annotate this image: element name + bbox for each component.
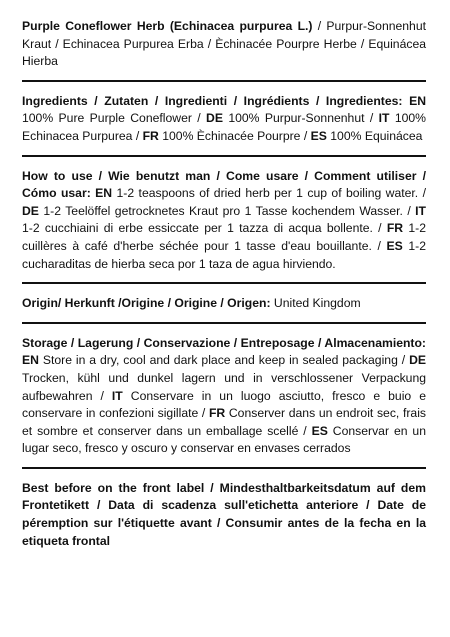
ingredient-text-es: 100% Equinácea: [326, 128, 423, 143]
usage-text-de: 1-2 Teelöffel getrocknetes Kraut pro 1 Tasse kochendem Wasser. /: [38, 203, 416, 218]
lang-code-es: ES: [311, 423, 328, 438]
storage-text-it: Conservare in un luogo asciutto, fresco e buio e conservare in confezioni sigillate /: [22, 388, 426, 421]
best-before-section: [22, 475, 426, 559]
title-section: [22, 18, 426, 82]
usage-text-it: 1-2 cucchiaini di erbe essiccate per 1 tazza di acqua bollente. /: [22, 221, 387, 236]
origin-section: [22, 290, 426, 324]
lang-code-es: ES: [386, 238, 403, 253]
how-to-use-heading: How to use / Wie benutzt man / Come usare / Comment utiliser / Cómo usar:: [22, 168, 426, 201]
storage-heading: Storage / Lagerung / Conservazione / Entreposage / Almacenamiento:: [22, 335, 426, 350]
product-title: Purple Coneflower Herb (Echinacea purpurea L.): [22, 19, 313, 33]
origin-heading: Origin/ Herkunft /Origine / Origine / Origen:: [22, 296, 271, 311]
lang-code-it: IT: [378, 111, 390, 126]
lang-code-fr: FR: [208, 406, 226, 421]
lang-code-en: EN: [95, 186, 113, 201]
lang-code-de: DE: [22, 203, 39, 218]
lang-code-it: IT: [415, 203, 426, 218]
lang-code-it: IT: [111, 388, 123, 403]
usage-text-fr: 1-2 cuillères à café d'herbe séchée pour 1 tasse d'eau bouillante. /: [22, 221, 426, 253]
storage-section: [22, 330, 426, 469]
lang-code-fr: FR: [142, 128, 159, 143]
lang-code-en: EN: [409, 93, 426, 108]
lang-code-fr: FR: [386, 221, 404, 236]
storage-text-en: Store in a dry, cool and dark place and keep in sealed packaging /: [38, 353, 410, 368]
storage-text-fr: Conserver dans un endroit sec, frais et sombre et conserver dans un emballage scellé /: [22, 406, 426, 438]
origin-value: United Kingdom: [270, 296, 361, 311]
ingredient-text-fr: 100% Èchinacée Pourpre /: [158, 128, 311, 143]
lang-code-de: DE: [409, 353, 426, 368]
ingredient-text-it: 100% Echinacea Purpurea /: [22, 111, 426, 143]
storage-text-de: Trocken, kühl und dunkel lagern und in verschlossener Verpackung aufbewahren /: [22, 370, 426, 403]
usage-text-en: 1-2 teaspoons of dried herb per 1 cup of boiling water. /: [112, 186, 426, 201]
ingredient-text-en: 100% Pure Purple Coneflower /: [22, 111, 207, 126]
ingredient-text-de: 100% Purpur-Sonnenhut /: [222, 111, 379, 126]
ingredients-section: [22, 88, 426, 157]
product-names: / Purpur-Sonnenhut Kraut / Echinacea Purpurea Erba / Èchinacée Pourpre Herbe / Equinácea Hierba: [22, 19, 426, 69]
best-before-text: Best before on the front label / Mindesthaltbarkeitsdatum auf dem Frontetikett / Data di scadenza sull'etichetta anteriore / Date de péremption sur l'étiquette avant / Consumir antes de la fecha en la etiqueta frontal: [22, 480, 426, 548]
ingredients-heading: Ingredients / Zutaten / Ingredienti / Ingrédients / Ingredientes:: [22, 93, 403, 108]
lang-code-de: DE: [206, 111, 223, 126]
usage-text-es: 1-2 cucharaditas de hierba seca por 1 taza de agua hirviendo.: [22, 238, 426, 271]
how-to-use-section: [22, 163, 426, 285]
lang-code-en: EN: [22, 353, 39, 368]
storage-text-es: Conservar en un lugar seco, fresco y oscuro y conservar en envases cerrados: [22, 423, 426, 456]
lang-code-es: ES: [310, 128, 327, 143]
